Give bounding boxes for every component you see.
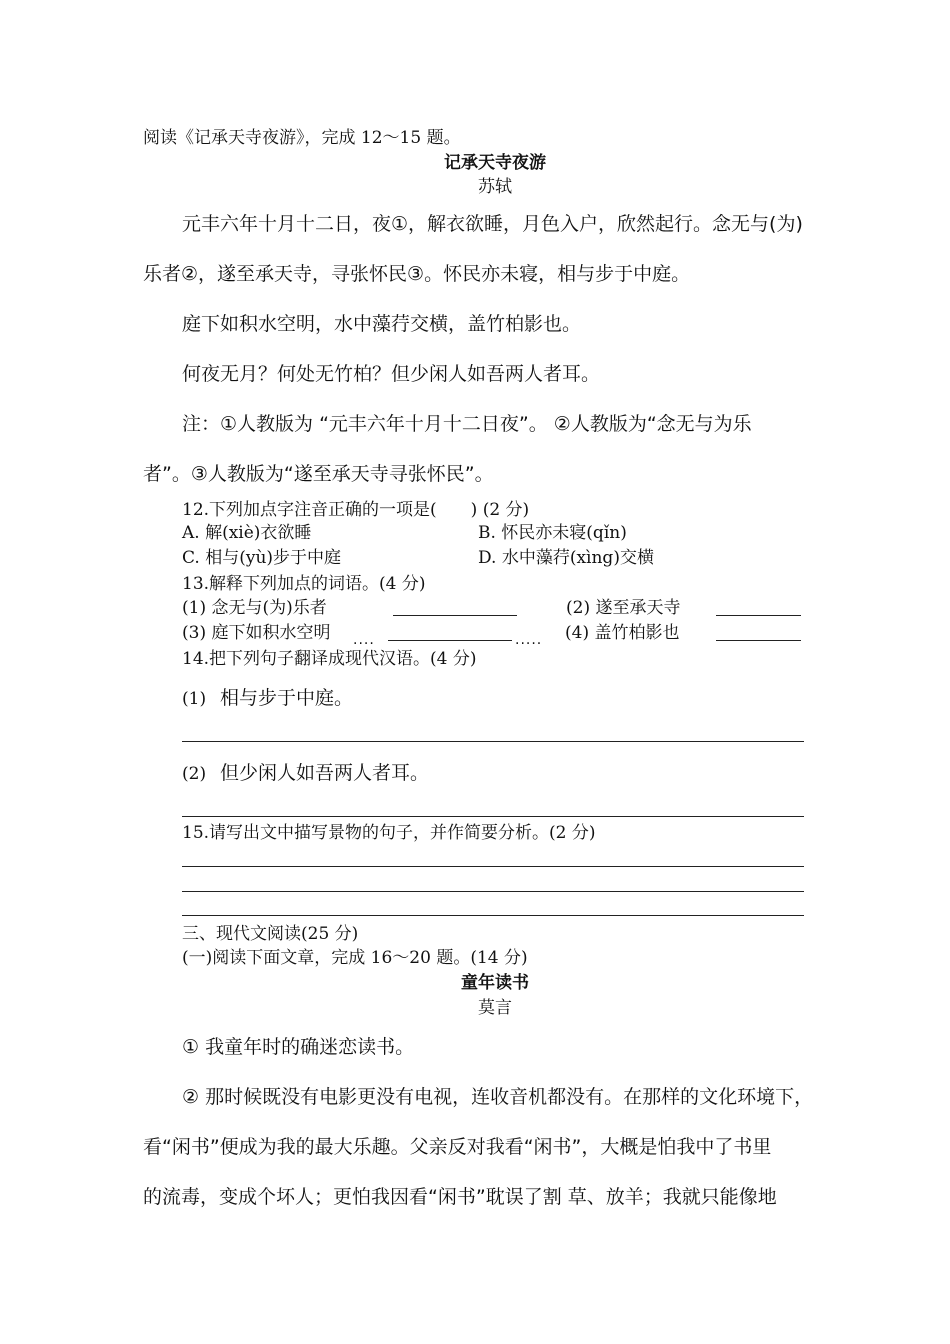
poem-line: 何夜无月？何处无竹柏？但少闲人如吾两人者耳。 <box>182 363 601 385</box>
answer-line[interactable] <box>182 816 804 817</box>
q12-stem: 12.下列加点字注音正确的一项是( ) (2 分) <box>182 500 530 520</box>
article-line: 看“闲书”便成为我的最大乐趣。父亲反对我看“闲书”，大概是怕我中了书里 <box>143 1136 772 1158</box>
q13-item-3: (3) 庭下如积水空明 <box>182 623 331 643</box>
q14-sentence-1-number: (1) <box>182 689 207 709</box>
q14-sentence-2-number: (2) <box>182 764 207 784</box>
intro-line: 阅读《记承天寺夜游》，完成 12～15 题。 <box>143 128 461 148</box>
poem-note: 者”。③人教版为“遂至承天寺寻张怀民”。 <box>143 463 494 485</box>
poem-title: 记承天寺夜游 <box>444 153 546 173</box>
article-line: ② 那时候既没有电影更没有电视，连收音机都没有。在那样的文化环境下， <box>182 1086 814 1108</box>
q15-stem: 15.请写出文中描写景物的句子，并作简要分析。(2 分) <box>182 823 596 843</box>
q12-option-d: D. 水中藻荇(xìng)交横 <box>478 548 654 568</box>
q14-stem: 14.把下列句子翻译成现代汉语。(4 分) <box>182 649 477 669</box>
q13-stem: 13.解释下列加点的词语。(4 分) <box>182 574 426 594</box>
answer-line[interactable] <box>182 891 804 892</box>
article-author: 莫言 <box>478 998 512 1018</box>
answer-blank[interactable] <box>393 615 517 616</box>
section-heading: 三、现代文阅读(25 分) <box>182 924 359 944</box>
q14-sentence-2: 但少闲人如吾两人者耳。 <box>220 762 430 784</box>
answer-line[interactable] <box>182 915 804 916</box>
poem-note: 注：①人教版为 “元丰六年十月十二日夜”。 ②人教版为“念无与为乐 <box>182 413 752 435</box>
q13-item-4: (4) 盖竹柏影也 <box>565 623 680 643</box>
article-title: 童年读书 <box>461 973 529 993</box>
answer-line[interactable] <box>182 741 804 742</box>
emphasis-dots: .... <box>353 632 375 648</box>
poem-line: 乐者②，遂至承天寺，寻张怀民③。怀民亦未寝，相与步于中庭。 <box>143 263 691 285</box>
q12-option-b: B. 怀民亦未寝(qǐn) <box>478 523 627 543</box>
answer-blank[interactable] <box>388 640 512 641</box>
answer-blank[interactable] <box>716 615 801 616</box>
q13-item-2: (2) 遂至承天寺 <box>566 598 681 618</box>
q14-sentence-1: 相与步于中庭。 <box>220 687 354 709</box>
article-line: ① 我童年时的确迷恋读书。 <box>182 1036 415 1058</box>
answer-line[interactable] <box>182 866 804 867</box>
q12-option-c: C. 相与(yù)步于中庭 <box>182 548 342 568</box>
answer-blank[interactable] <box>716 640 801 641</box>
q12-option-a: A. 解(xiè)衣欲睡 <box>182 523 312 543</box>
poem-line: 庭下如积水空明，水中藻荇交横，盖竹柏影也。 <box>182 313 582 335</box>
poem-author: 苏轼 <box>478 177 512 197</box>
poem-line: 元丰六年十月十二日，夜①，解衣欲睡，月色入户，欣然起行。念无与(为) <box>182 213 803 235</box>
emphasis-dots: ..... <box>515 632 543 648</box>
section-subheading: (一)阅读下面文章，完成 16～20 题。(14 分) <box>182 948 528 968</box>
article-line: 的流毒，变成个坏人；更怕我因看“闲书”耽误了割 草、放羊；我就只能像地 <box>143 1186 777 1208</box>
q13-item-1: (1) 念无与(为)乐者 <box>182 598 327 618</box>
